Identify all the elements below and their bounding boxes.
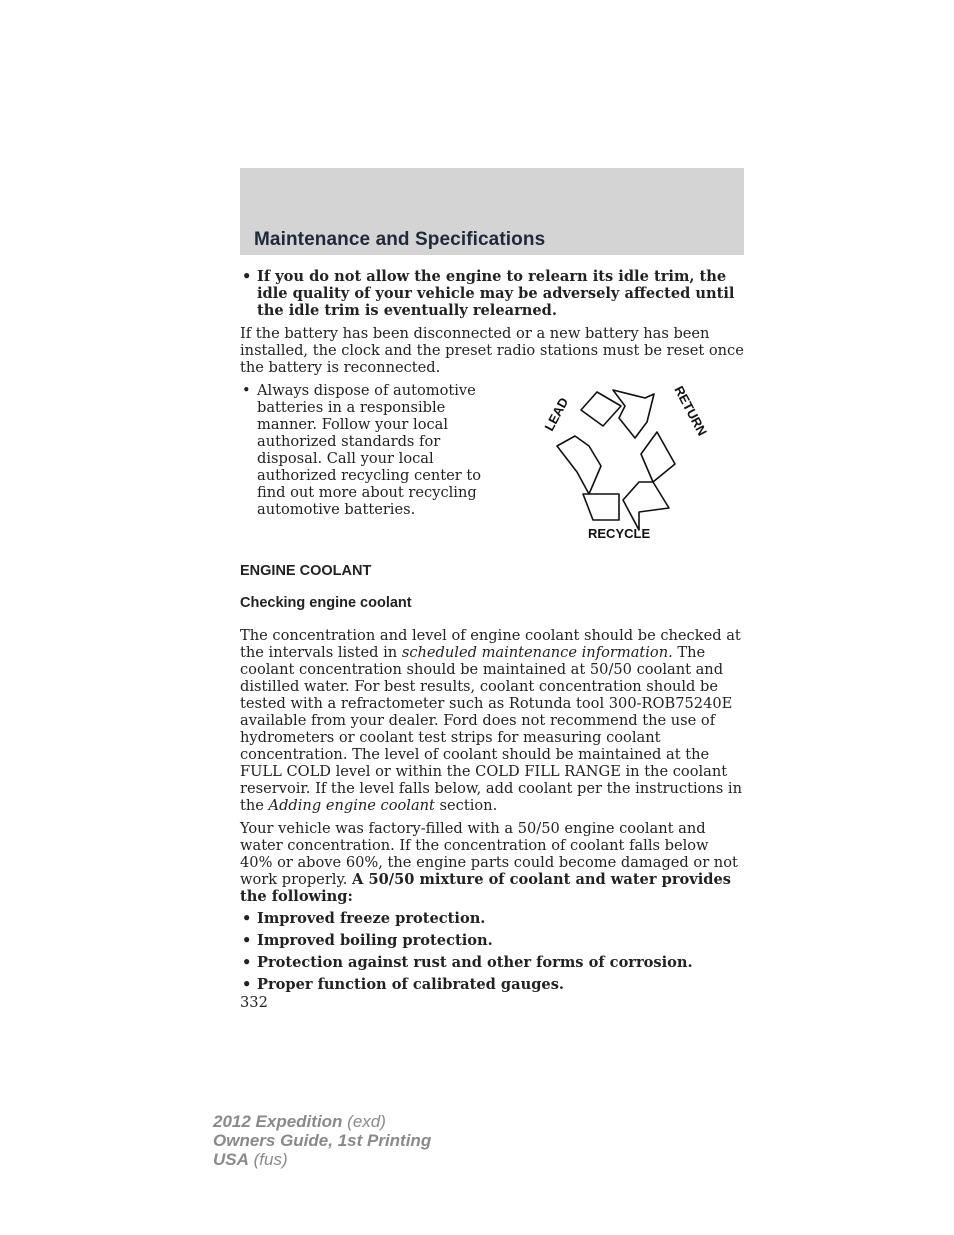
recycle-arrow-top-head (613, 390, 654, 438)
recycle-arrow-right (641, 432, 675, 482)
text-run: The concentration and level of engine coolant should be checked at the intervals listed in (240, 626, 741, 661)
benefit-bullet: • Proper function of calibrated gauges. (240, 976, 744, 993)
page-number: 332 (240, 993, 268, 1011)
recycle-arrow-left (583, 494, 619, 520)
section-header-band (240, 168, 744, 255)
page-content (240, 268, 744, 1011)
recycle-label-recycle: RECYCLE (588, 526, 651, 541)
benefit-bullet: • Improved freeze protection. (240, 910, 744, 927)
recycle-arrow-left-head (557, 436, 601, 494)
text-run: section. (434, 796, 498, 814)
battery-reset-paragraph: If the battery has been disconnected or a new battery has been installed, the clock and the preset radio stations must be reset once the battery is reconnected. (240, 325, 744, 376)
coolant-mixture-paragraph (240, 820, 744, 905)
benefit-bullet: • Protection against rust and other forms of corrosion. (240, 954, 744, 971)
recycle-label-lead: LEAD (541, 395, 572, 434)
benefit-bullet: • Improved boiling protection. (240, 932, 744, 949)
recycle-arrow-top (581, 392, 621, 426)
text-run: The coolant concentration should be maintained at 50/50 coolant and distilled water. For best results, coolant concentration should be tested with a refractometer such as Rotunda tool 300-ROB75240E available from your dealer. Ford does not recommend the use of hydrometers or coolant test strips for measuring coolant concentration. The level of coolant should be maintained at the FULL COLD level or within the COLD FILL RANGE in the coolant reservoir. If the level falls below, add coolant per the instructions in the (240, 643, 742, 814)
text-run: 2012 Expedition (213, 1112, 343, 1131)
footer-line-model (213, 1112, 431, 1131)
battery-disposal-row (240, 382, 744, 550)
engine-coolant-heading: ENGINE COOLANT (240, 563, 372, 579)
document-footer (213, 1112, 431, 1169)
page-section-title: Maintenance and Specifications (254, 229, 546, 250)
battery-disposal-bullet: • Always dispose of automotive batteries in a responsible manner. Follow your local authorized standards for disposal. Call your local authorized recycling center to find out more about recycling automotive batteries. (240, 382, 497, 518)
footer-line-market (213, 1150, 431, 1169)
footer-line-guide: Owners Guide, 1st Printing (213, 1131, 432, 1150)
text-run: (exd) (342, 1112, 386, 1131)
adding-coolant-reference: Adding engine coolant (268, 796, 435, 814)
recycle-arrow-right-head (623, 482, 669, 530)
text-run: Your vehicle was factory-filled with a 50/50 engine coolant and water concentration. If the concentration of coolant falls below 40% or above 60%, the engine parts could become damaged or not work properly. (240, 819, 738, 888)
coolant-check-paragraph (240, 627, 744, 814)
idle-trim-warning-bullet: • If you do not allow the engine to relearn its idle trim, the idle quality of your vehicle may be adversely affected until the idle trim is eventually relearned. (240, 268, 744, 319)
text-run: (fus) (248, 1150, 288, 1169)
scheduled-maintenance-reference: scheduled maintenance information. (401, 643, 673, 661)
recycle-label-return: RETURN (671, 383, 711, 439)
mixture-benefit-intro: A 50/50 mixture of coolant and water provides the following: (240, 870, 731, 905)
lead-recycle-symbol-icon (535, 382, 721, 547)
text-run: USA (213, 1150, 249, 1169)
checking-coolant-subheading: Checking engine coolant (240, 595, 412, 611)
